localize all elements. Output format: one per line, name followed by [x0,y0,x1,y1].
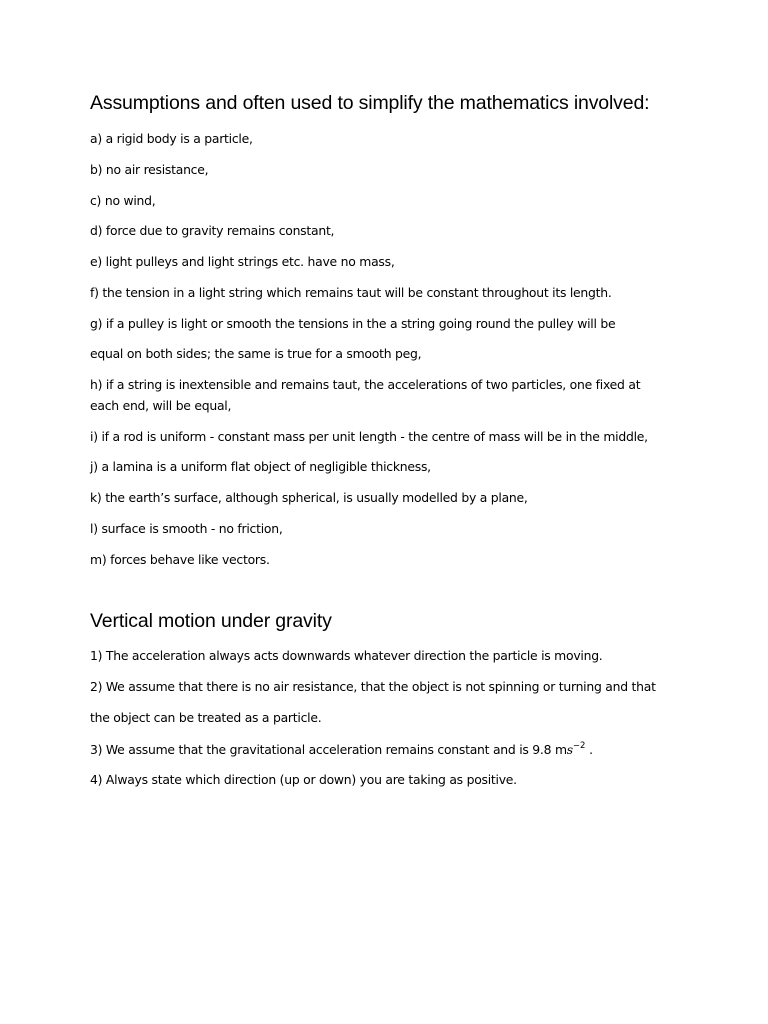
vertical-point-2-line1: 2) We assume that there is no air resistance, that the object is not spinning or turning and that [90,679,656,694]
assumption-l: l) surface is smooth - no friction, [90,521,283,536]
assumption-h-line2: each end, will be equal, [90,398,232,413]
vertical-point-3 [90,741,593,757]
assumption-a: a) a rigid body is a particle, [90,131,253,146]
assumption-e: e) light pulleys and light strings etc. have no mass, [90,254,395,269]
vertical-point-4: 4) Always state which direction (up or down) you are taking as positive. [90,772,517,787]
section-heading-vertical-motion: Vertical motion under gravity [90,610,332,632]
assumption-j: j) a lamina is a uniform flat object of negligible thickness, [90,459,431,474]
vertical-point-2-line2: the object can be treated as a particle. [90,710,322,725]
assumption-d: d) force due to gravity remains constant, [90,223,335,238]
vertical-point-3-text: 3) We assume that the gravitational acceleration remains constant and is 9.8 m [90,742,567,757]
assumption-f: f) the tension in a light string which remains taut will be constant throughout its length. [90,285,612,300]
assumption-m: m) forces behave like vectors. [90,552,270,567]
assumption-c: c) no wind, [90,193,156,208]
section-heading-assumptions: Assumptions and often used to simplify the mathematics involved: [90,92,650,114]
unit-exponent: −2 [572,741,586,751]
assumption-i: i) if a rod is uniform - constant mass per unit length - the centre of mass will be in the middle, [90,429,648,444]
assumption-g-line1: g) if a pulley is light or smooth the tensions in the a string going round the pulley will be [90,316,616,331]
unit-seconds: s [566,742,573,757]
assumption-h-line1: h) if a string is inextensible and remains taut, the accelerations of two particles, one fixed at [90,377,641,392]
vertical-point-3-end: . [585,742,593,757]
assumption-g-line2: equal on both sides; the same is true for a smooth peg, [90,346,422,361]
assumption-k: k) the earth’s surface, although spherical, is usually modelled by a plane, [90,490,528,505]
vertical-point-1: 1) The acceleration always acts downwards whatever direction the particle is moving. [90,648,603,663]
assumption-b: b) no air resistance, [90,162,209,177]
